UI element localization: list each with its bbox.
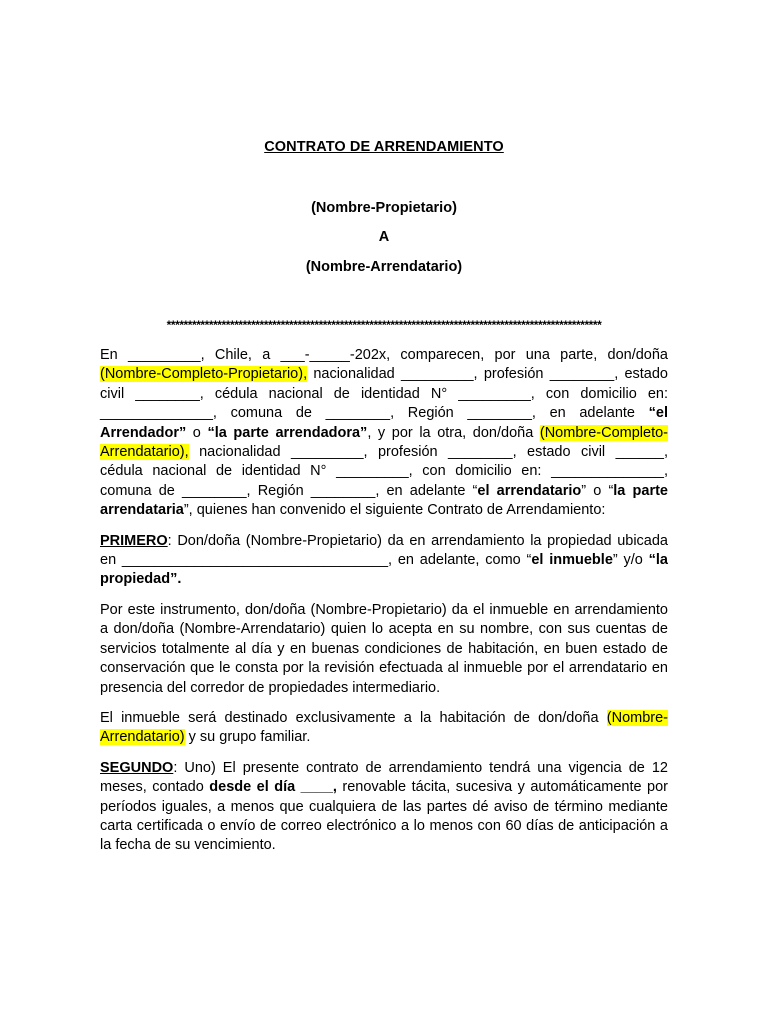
intro-text: nacionalidad _________, profesión ________, estado civil ______, cédula nacional de identidad N° _________, con domicilio en: ______________, comuna de ________, Región ________, en adelante “ — [100, 444, 668, 499]
intro-text: ” o “ — [581, 482, 614, 499]
segundo-paragraph — [100, 759, 668, 856]
highlight-tenant-name: (Nombre-Completo-Arrendatario), — [100, 424, 668, 461]
separator-line: ******************************************************************************************************* — [166, 318, 602, 332]
primero-paragraph-3 — [100, 709, 668, 748]
bold-parte-arrendadora: “la parte arrendadora” — [207, 424, 368, 441]
highlight-tenant-name: (Nombre-Arrendatario) — [100, 709, 668, 746]
primero-heading: PRIMERO — [100, 532, 168, 549]
primero-text: : Don/doña (Nombre-Propietario) da en arrendamiento la propiedad ubicada en _________________________________, en adelante, como “ — [100, 532, 668, 569]
bold-parte-arrendataria: la parte arrendataria — [100, 482, 668, 519]
segundo-text: renovable tácita, sucesiva y automáticamente por períodos iguales, a menos que cualquiera de las partes dé aviso de término mediante carta certificada o envío de correo electrónico a lo menos con 60 días de anticipación a la fecha de su vencimiento. — [100, 779, 668, 854]
intro-text: nacionalidad _________, profesión ________, estado civil ________, cédula nacional de identidad N° _________, con domicilio en: ______________, comuna de ________, Región ________, en adelante — [100, 366, 668, 422]
primero-text: ” y/o — [612, 552, 649, 569]
primero-paragraph-2: Por este instrumento, don/doña (Nombre-Propietario) da el inmueble en arrendamiento a don/doña (Nombre-Arrendatario) quien lo acepta en su nombre, con sus cuentas de servicios totalmente al día y en buenas condiciones de habitación, en buen estado de conservación que le consta por la revisión efectuada al inmueble por el arrendatario en presencia del corredor de propiedades intermediario. — [100, 601, 668, 696]
document-body — [100, 346, 668, 867]
bold-inmueble: el inmueble — [531, 552, 613, 569]
bold-arrendatario: el arrendatario — [477, 482, 582, 499]
owner-name: (Nombre-Propietario) — [311, 200, 457, 216]
intro-text: ”, quienes han convenido el siguiente Contrato de Arrendamiento: — [183, 502, 606, 519]
segundo-heading: SEGUNDO — [100, 759, 174, 776]
tenant-name: (Nombre-Arrendatario) — [305, 259, 463, 275]
intro-text: En _________, Chile, a ___-_____-202x, comparecen, por una parte, don/doña — [100, 347, 668, 363]
bold-desde-el-dia: desde el día ____, — [209, 779, 337, 796]
connector-text: A — [378, 229, 390, 245]
intro-text: o — [186, 424, 208, 441]
document-title: CONTRATO DE ARRENDAMIENTO — [264, 139, 504, 155]
intro-text: , y por la otra, don/doña — [367, 424, 540, 441]
intro-paragraph — [100, 346, 668, 521]
primero-text: y su grupo familiar. — [184, 729, 311, 746]
bold-arrendador: “el Arrendador” — [100, 405, 668, 441]
highlight-owner-name: (Nombre-Completo-Propietario), — [100, 366, 308, 383]
bold-propiedad: “la propiedad”. — [100, 552, 668, 588]
primero-text: El inmueble será destinado exclusivamente a la habitación de don/doña — [100, 709, 607, 726]
segundo-text: : Uno) El presente contrato de arrendamiento tendrá una vigencia de 12 meses, contado — [100, 759, 668, 796]
primero-paragraph — [100, 532, 668, 590]
